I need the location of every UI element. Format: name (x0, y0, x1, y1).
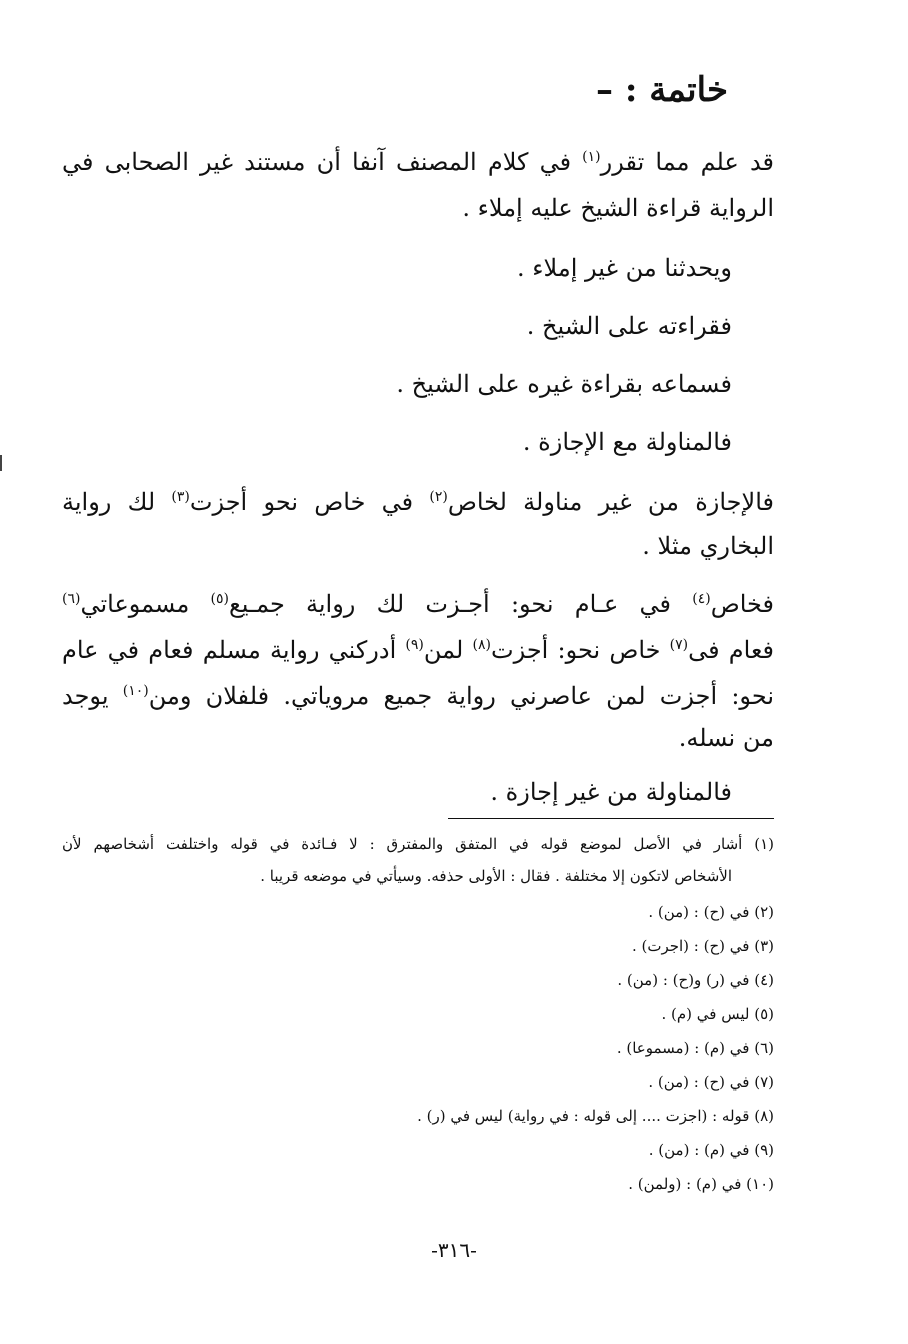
footnote-ref: (٧) (669, 637, 689, 653)
text-run: لمن (423, 636, 473, 664)
body-line: فالمناولة مع الإجازة . (522, 428, 732, 456)
text-run: في خاص نحو أجزت (189, 488, 430, 516)
text-run: أدركني رواية مسلم فعام في عام (62, 636, 406, 664)
text-run: فالإجازة من غير مناولة لخاص (447, 488, 774, 516)
footnote-ref: (١٠) (122, 683, 149, 699)
body-line (62, 676, 774, 716)
body-line: فقراءته على الشيخ . (526, 312, 732, 340)
footnote-ref: (٦) (62, 591, 81, 607)
footnote-ref: (٢) (429, 489, 448, 505)
footnote-line: (٩) في (م) : (من) . (648, 1141, 774, 1159)
footnote-divider (448, 818, 774, 819)
footnote-ref: (٥) (210, 591, 230, 607)
body-line: ويحدثنا من غير إملاء . (516, 254, 732, 282)
footnote-line: (١) أشار في الأصل لموضع قوله في المتفق والمفترق : لا فـائدة في قوله واختلفت أشخاصهم لأن (62, 835, 774, 853)
body-line (62, 630, 774, 670)
footnote-line: (٥) ليس في (م) . (661, 1005, 774, 1023)
footnote-ref: (٨) (472, 637, 491, 653)
body-line: فسماعه بقراءة غيره على الشيخ . (396, 370, 732, 398)
page-number: -٣١٦- (431, 1238, 477, 1262)
footnote-ref: (٣) (171, 489, 190, 505)
body-line: من نسله. (678, 724, 774, 752)
text-run: لك رواية (62, 488, 172, 516)
footnote-line: (٤) في (ر) و(ح) : (من) . (617, 971, 774, 989)
text-run: مسموعاتي (80, 590, 211, 618)
text-run: قد علم مما تقرر (600, 148, 775, 176)
footnote-line: (٣) في (ح) : (اجرت) . (631, 937, 774, 955)
body-line (62, 584, 774, 624)
scan-edge-mark (0, 455, 2, 471)
footnote-ref: (١) (582, 149, 601, 165)
footnote-line: (٧) في (ح) : (من) . (648, 1073, 774, 1091)
body-line: البخاري مثلا . (642, 532, 774, 560)
text-run: خاص نحو: أجزت (491, 636, 670, 664)
text-run: فعام فى (688, 636, 775, 664)
text-run: في كلام المصنف آنفا أن مستند غير الصحابى في (62, 148, 583, 176)
text-run: يوجد (62, 682, 123, 710)
footnote-ref: (٤) (692, 591, 711, 607)
text-run: نحو: أجزت لمن عاصرني رواية جميع مروياتي. فلفلان ومن (148, 682, 774, 710)
body-line (62, 142, 774, 182)
footnote-line: (٦) في (م) : (مسموعا) . (616, 1039, 774, 1057)
text-run: فخاص (710, 590, 775, 618)
body-line: الرواية قراءة الشيخ عليه إملاء . (462, 194, 774, 222)
footnote-ref: (٩) (405, 637, 424, 653)
body-line: فالمناولة من غير إجازة . (490, 778, 732, 806)
section-heading: خاتمة : – (596, 70, 728, 110)
footnote-line: (٨) قوله : (اجزت .... إلى قوله : في رواية) ليس في (ر) . (417, 1107, 774, 1125)
body-line (62, 482, 774, 522)
footnote-line: (٢) في (ح) : (من) . (648, 903, 774, 921)
text-run: في عـام نحو: أجـزت لك رواية جمـيع (229, 590, 693, 618)
footnote-line: الأشخاص لاتكون إلا مختلفة . فقال : الأولى حذفه. وسيأتي في موضعه قريبا . (260, 867, 732, 885)
footnote-line: (١٠) في (م) : (ولمن) . (628, 1175, 774, 1193)
